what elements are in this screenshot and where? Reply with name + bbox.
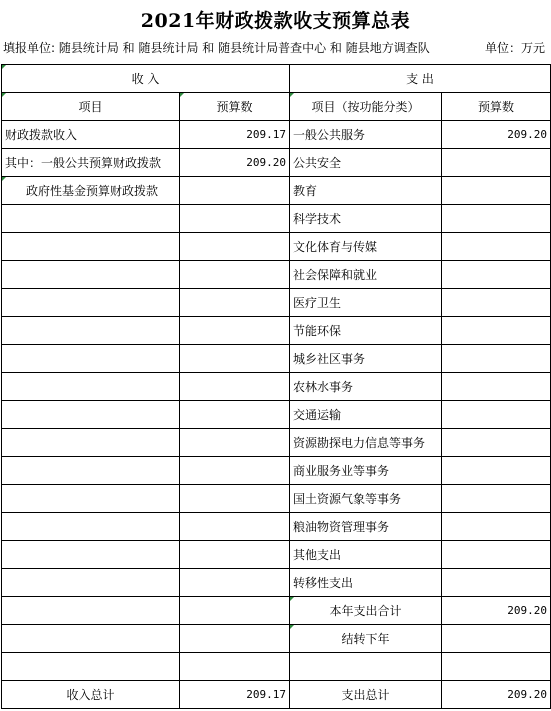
expense-amount-cell — [442, 233, 551, 261]
table-row — [2, 261, 551, 289]
income-item-cell — [2, 541, 180, 569]
income-amount-cell — [180, 177, 290, 205]
expense-item-cell: 交通运输 — [290, 401, 442, 429]
expense-item-cell: 节能环保 — [290, 317, 442, 345]
expense-item-cell: 本年支出合计 — [290, 597, 442, 625]
income-item-cell — [2, 373, 180, 401]
group-header-row — [2, 65, 551, 93]
expense-amount-cell — [442, 625, 551, 653]
income-amount-cell — [180, 625, 290, 653]
expense-amount-cell — [442, 373, 551, 401]
expense-item-cell: 公共安全 — [290, 149, 442, 177]
totals-row — [2, 681, 551, 709]
expense-item-cell: 结转下年 — [290, 625, 442, 653]
column-header-row — [2, 93, 551, 121]
expense-amount-cell — [442, 569, 551, 597]
table-row — [2, 345, 551, 373]
expense-amount-cell — [442, 289, 551, 317]
expense-amount-cell — [442, 485, 551, 513]
income-item-cell — [2, 429, 180, 457]
expense-amount-cell: 209.20 — [442, 597, 551, 625]
income-amount-cell — [180, 401, 290, 429]
income-group-header: 收 入 — [2, 65, 290, 93]
expense-item-cell: 农林水事务 — [290, 373, 442, 401]
income-item-cell — [2, 653, 180, 681]
income-amount-cell — [180, 205, 290, 233]
unit-row — [0, 38, 551, 58]
expense-amount-cell — [442, 457, 551, 485]
income-amount-cell — [180, 457, 290, 485]
income-amount-cell: 209.17 — [180, 121, 290, 149]
table-row — [2, 513, 551, 541]
expense-amount-cell — [442, 205, 551, 233]
table-row — [2, 177, 551, 205]
table-row — [2, 289, 551, 317]
income-amount-cell — [180, 541, 290, 569]
expense-amount-header: 预算数 — [442, 93, 551, 121]
table-row — [2, 653, 551, 681]
reporting-unit-label: 填报单位: 随县统计局 和 随县统计局 和 随县统计局普查中心 和 随县地方调查队 — [3, 41, 430, 55]
expense-group-header: 支 出 — [290, 65, 551, 93]
table-row — [2, 457, 551, 485]
income-amount-cell — [180, 429, 290, 457]
income-amount-cell — [180, 653, 290, 681]
expense-item-cell: 科学技术 — [290, 205, 442, 233]
income-item-cell — [2, 401, 180, 429]
income-item-cell — [2, 205, 180, 233]
expense-item-cell: 城乡社区事务 — [290, 345, 442, 373]
income-item-cell — [2, 289, 180, 317]
expense-item-cell: 资源勘探电力信息等事务 — [290, 429, 442, 457]
table-row — [2, 317, 551, 345]
table-row — [2, 485, 551, 513]
table-row — [2, 429, 551, 457]
table-row — [2, 597, 551, 625]
expense-total-label: 支出总计 — [290, 681, 442, 709]
table-row — [2, 121, 551, 149]
income-amount-cell — [180, 485, 290, 513]
income-item-cell — [2, 597, 180, 625]
currency-unit-label: 单位：万元 — [484, 41, 545, 55]
expense-item-header: 项目（按功能分类） — [290, 93, 442, 121]
table-row — [2, 373, 551, 401]
income-item-header: 项目 — [2, 93, 180, 121]
table-row — [2, 625, 551, 653]
income-item-cell — [2, 625, 180, 653]
income-total-amount: 209.17 — [180, 681, 290, 709]
income-amount-cell — [180, 373, 290, 401]
expense-amount-cell — [442, 541, 551, 569]
expense-amount-cell — [442, 317, 551, 345]
income-item-cell — [2, 317, 180, 345]
income-amount-cell — [180, 597, 290, 625]
expense-amount-cell — [442, 401, 551, 429]
income-item-cell — [2, 485, 180, 513]
expense-amount-cell — [442, 429, 551, 457]
expense-item-cell: 国土资源气象等事务 — [290, 485, 442, 513]
income-item-cell: 政府性基金预算财政拨款 — [2, 177, 180, 205]
expense-item-cell: 教育 — [290, 177, 442, 205]
expense-item-cell: 医疗卫生 — [290, 289, 442, 317]
income-item-cell: 其中：一般公共预算财政拨款 — [2, 149, 180, 177]
expense-item-cell: 转移性支出 — [290, 569, 442, 597]
expense-amount-cell — [442, 177, 551, 205]
expense-amount-cell — [442, 513, 551, 541]
income-item-cell — [2, 345, 180, 373]
expense-amount-cell — [442, 653, 551, 681]
income-amount-cell: 209.20 — [180, 149, 290, 177]
table-row — [2, 569, 551, 597]
table-row — [2, 541, 551, 569]
income-amount-cell — [180, 289, 290, 317]
income-item-cell — [2, 569, 180, 597]
expense-item-cell: 商业服务业等事务 — [290, 457, 442, 485]
expense-item-cell: 其他支出 — [290, 541, 442, 569]
income-amount-cell — [180, 513, 290, 541]
income-item-cell: 财政拨款收入 — [2, 121, 180, 149]
income-amount-cell — [180, 569, 290, 597]
expense-item-cell: 一般公共服务 — [290, 121, 442, 149]
table-row — [2, 205, 551, 233]
income-total-label: 收入总计 — [2, 681, 180, 709]
expense-amount-cell — [442, 345, 551, 373]
expense-item-cell: 文化体育与传媒 — [290, 233, 442, 261]
expense-item-cell: 社会保障和就业 — [290, 261, 442, 289]
expense-amount-cell — [442, 261, 551, 289]
income-amount-cell — [180, 345, 290, 373]
income-item-cell — [2, 233, 180, 261]
expense-item-cell: 粮油物资管理事务 — [290, 513, 442, 541]
income-amount-header: 预算数 — [180, 93, 290, 121]
income-amount-cell — [180, 317, 290, 345]
income-item-cell — [2, 457, 180, 485]
income-amount-cell — [180, 233, 290, 261]
table-row — [2, 149, 551, 177]
expense-amount-cell: 209.20 — [442, 121, 551, 149]
income-amount-cell — [180, 261, 290, 289]
expense-amount-cell — [442, 149, 551, 177]
table-row — [2, 401, 551, 429]
income-item-cell — [2, 513, 180, 541]
expense-item-cell — [290, 653, 442, 681]
budget-table — [1, 64, 551, 709]
income-item-cell — [2, 261, 180, 289]
expense-total-amount: 209.20 — [442, 681, 551, 709]
page-title: 2021年财政拨款收支预算总表 — [140, 10, 411, 32]
table-row — [2, 233, 551, 261]
